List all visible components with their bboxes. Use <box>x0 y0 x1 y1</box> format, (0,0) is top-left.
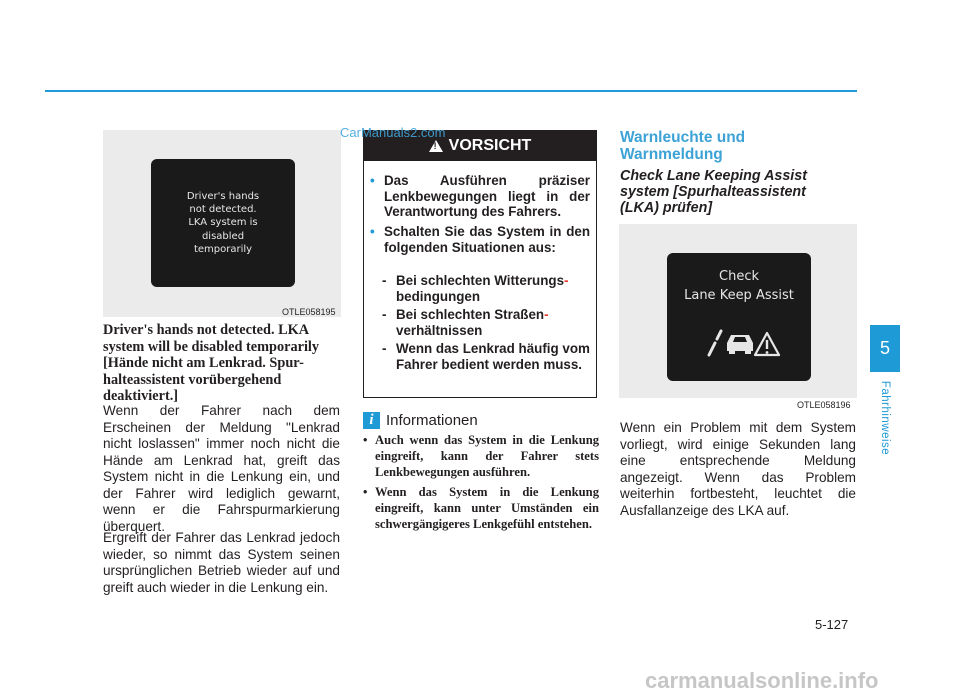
display-line: Check <box>719 269 759 284</box>
header-rule <box>45 90 857 92</box>
caution-title: VORSICHT <box>448 137 532 154</box>
display-line: disabled <box>201 230 245 242</box>
body-paragraph: Wenn der Fahrer nach dem Erscheinen der Meldung "Lenkrad nicht loslassen" immer noch nicht die Hände am Lenkrad hat, greift das System nicht in die Lenkung ein, und der Fahrer wird lediglich gewarnt, wenn er die Fahrspurmarkierung überquert. <box>103 403 340 534</box>
caution-bullet: • Das Ausführen präziser Lenkbewegungen liegt in der Verantwortung des Fahrers. <box>370 173 590 219</box>
display-line: LKA system is <box>188 217 258 229</box>
info-title: Informationen <box>386 412 478 429</box>
cluster-display <box>151 159 295 287</box>
figure-code: OTLE058195 <box>282 307 336 317</box>
info-icon: i <box>363 412 380 429</box>
lka-warning-icon <box>705 325 781 359</box>
display-line: Lane Keep Assist <box>684 288 794 303</box>
caution-dash-item: - Wenn das Lenkrad häufig vom Fahrer bedient werden muss. <box>382 341 590 372</box>
display-line: Driver's hands <box>186 190 260 202</box>
info-bullet: • Wenn das System in die Lenkung eingreift, kann unter Umständen ein schwergängigeres Lenkgefühl entstehen. <box>363 485 599 531</box>
chapter-label: Fahrhinweise <box>879 380 891 456</box>
watermark: carmanualsonline.info <box>645 668 879 693</box>
page-number: 5-127 <box>815 617 849 632</box>
body-paragraph: Wenn ein Problem mit dem System vorliegt, wird einige Sekunden lang eine entsprechende Meldung angezeigt. Wenn das Problem weiterhin fortbesteht, leuchtet die Ausfallanzeige des LKA auf. <box>620 420 856 518</box>
info-bullet: • Auch wenn das System in die Lenkung eingreift, kann der Fahrer stets Lenkbewegungen ausführen. <box>363 433 599 479</box>
figure-code: OTLE058196 <box>797 400 851 410</box>
figure-check-lka <box>619 224 857 398</box>
watermark: CarManuals2.com <box>340 125 446 140</box>
cluster-display <box>667 253 811 381</box>
caution-dash-item: - Bei schlechten Straßen- verhältnissen <box>382 307 549 338</box>
display-line: not detected. <box>189 204 257 216</box>
warning-triangle-icon: ! <box>429 140 443 152</box>
display-line: temporarily <box>193 243 253 255</box>
caution-bullet: • Schalten Sie das System in den folgenden Situationen aus: <box>370 224 590 255</box>
section-heading: Driver's hands not detected. LKA system will be disabled temporarily [Hände nicht am Lenkrad. Spur-halteassistent vorübergehend deaktiviert.] <box>103 322 320 404</box>
body-paragraph: Ergreift der Fahrer das Lenkrad jedoch wieder, so nimmt das System seinen ursprünglichen Betrieb wieder auf und greift auch wieder in die Lenkung ein. <box>103 530 340 595</box>
subsection-heading: Check Lane Keeping Assist system [Spurhalteassistent (LKA) prüfen] <box>620 168 807 216</box>
figure-hands-not-detected <box>103 130 341 317</box>
section-heading: Warnleuchte und Warnmeldung <box>620 129 746 163</box>
caution-box <box>363 130 597 398</box>
chapter-tab: 5 <box>870 325 900 372</box>
caution-dash-item: - Bei schlechten Witterungs- bedingungen <box>382 273 569 304</box>
